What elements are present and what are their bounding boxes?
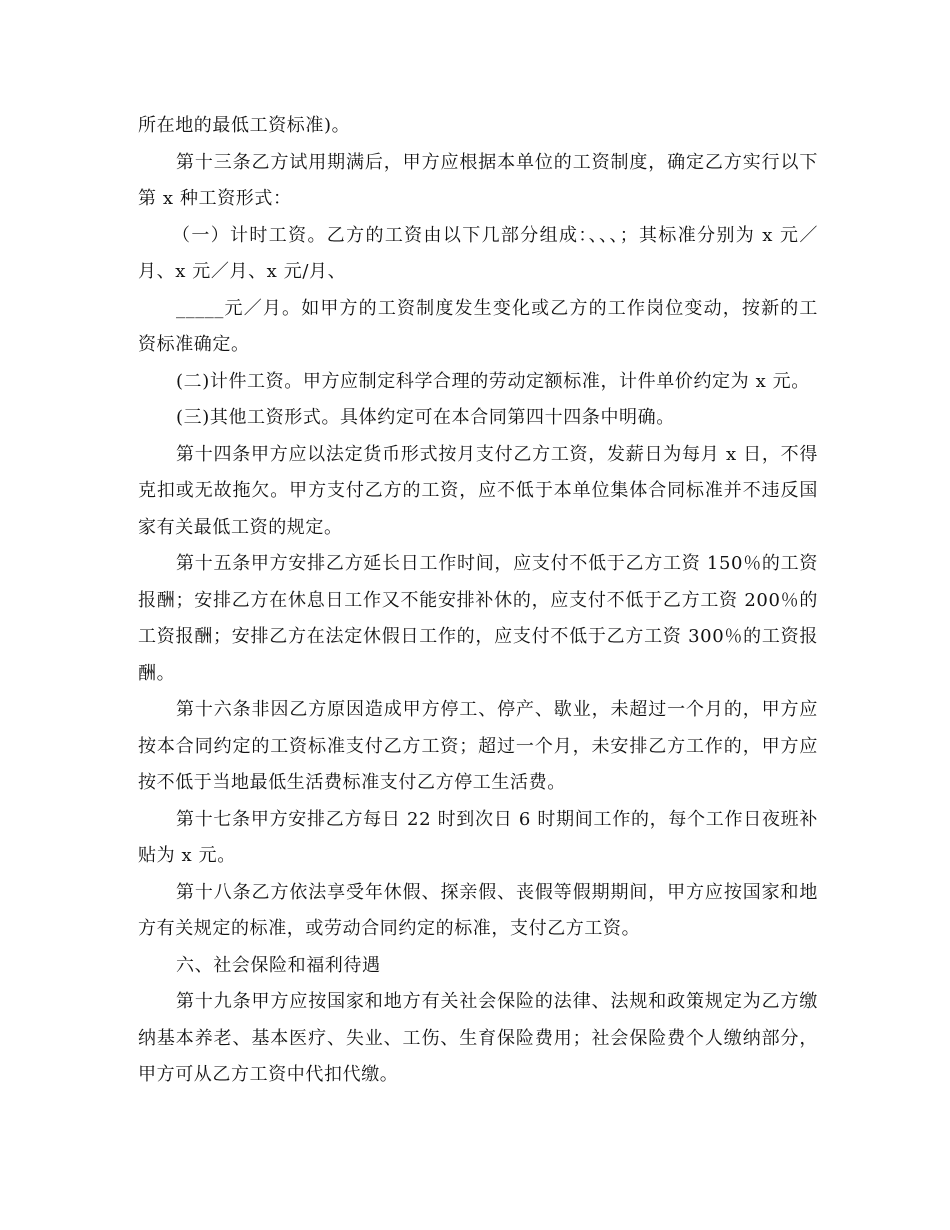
paragraph-article-16: 第十六条非因乙方原因造成甲方停工、停产、歇业，未超过一个月的，甲方应按本合同约定的工资标准支付乙方工资；超过一个月，未安排乙方工作的，甲方应按不低于当地最低生活费标准支付乙方停工生活费。 — [138, 699, 818, 793]
paragraph-time-wage: （一）计时工资。乙方的工资由以下几部分组成：、、、；其标准分别为 x 元／月、x 元／月、x 元/月、 — [138, 224, 818, 282]
paragraph-article-14: 第十四条甲方应以法定货币形式按月支付乙方工资，发薪日为每月 x 日，不得克扣或无故拖欠。甲方支付乙方的工资，应不低于本单位集体合同标准并不违反国家有关最低工资的规定。 — [138, 443, 818, 538]
paragraph-minimum-wage-ending: 所在地的最低工资标准)。 — [138, 115, 351, 136]
section-heading-social-insurance: 六、社会保险和福利待遇 — [176, 954, 381, 976]
paragraph-article-15: 第十五条甲方安排乙方延长日工作时间，应支付不低于乙方工资 150％的工资报酬；安排乙方在休息日工作又不能安排补休的，应支付不低于乙方工资 200％的工资报酬；安排乙方在法定休假日工作的，应支付不低于乙方工资 300％的工资报酬。 — [138, 553, 818, 684]
paragraph-article-13: 第十三条乙方试用期满后，甲方应根据本单位的工资制度，确定乙方实行以下第 x 种工资形式： — [138, 151, 818, 209]
paragraph-article-17: 第十七条甲方安排乙方每日 22 时到次日 6 时期间工作的，每个工作日夜班补贴为 x 元。 — [138, 808, 818, 866]
paragraph-other-wage: (三)其他工资形式。具体约定可在本合同第四十四条中明确。 — [176, 407, 675, 428]
paragraph-time-wage-continued: _____元／月。如甲方的工资制度发生变化或乙方的工作岗位变动，按新的工资标准确定。 — [138, 297, 818, 355]
paragraph-piece-wage: (二)计件工资。甲方应制定科学合理的劳动定额标准，计件单价约定为 x 元。 — [176, 370, 810, 392]
paragraph-article-18: 第十八条乙方依法享受年休假、探亲假、丧假等假期期间，甲方应按国家和地方有关规定的标准，或劳动合同约定的标准，支付乙方工资。 — [138, 881, 818, 939]
paragraph-article-19: 第十九条甲方应按国家和地方有关社会保险的法律、法规和政策规定为乙方缴纳基本养老、基本医疗、失业、工伤、生育保险费用；社会保险费个人缴纳部分，甲方可从乙方工资中代扣代缴。 — [138, 991, 818, 1085]
contract-text-body — [138, 108, 818, 1094]
